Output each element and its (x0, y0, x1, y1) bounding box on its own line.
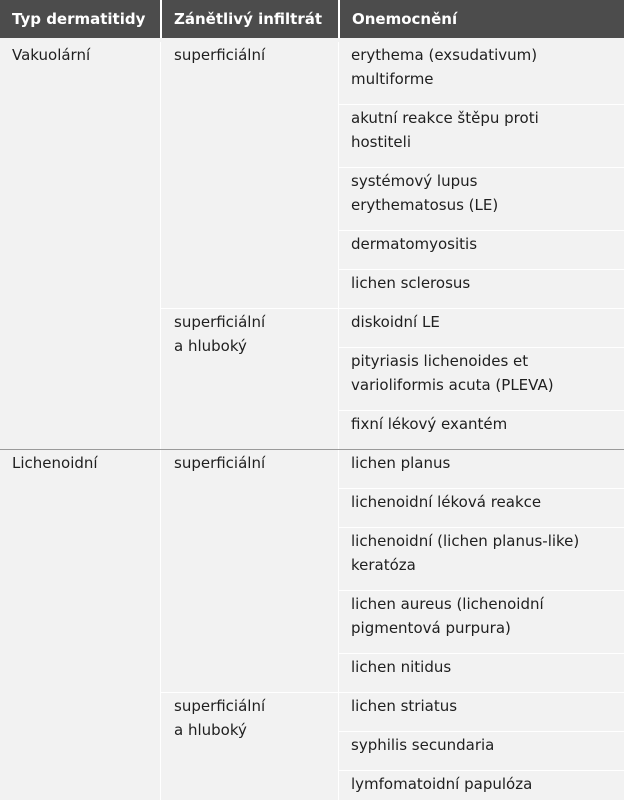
disease-name: multiforme (351, 70, 434, 88)
disease-name: pityriasis lichenoides et (351, 352, 529, 370)
row-divider (338, 731, 624, 732)
row-divider (338, 104, 624, 105)
infiltrate-label: superficiální (174, 313, 266, 331)
header-infiltrate: Zánětlivý infiltrát (174, 10, 323, 28)
infiltrate-label: a hluboký (174, 337, 247, 355)
infiltrate-label: superficiální (174, 697, 266, 715)
disease-name: lichenoidní (lichen planus-like) (351, 532, 580, 550)
disease-name: lymfomatoidní papulóza (351, 775, 533, 793)
row-divider (338, 653, 624, 654)
row-divider (338, 347, 624, 348)
disease-name: lichen nitidus (351, 658, 452, 676)
disease-name: lichen striatus (351, 697, 458, 715)
disease-name: erythematosus (LE) (351, 196, 499, 214)
row-divider (338, 527, 624, 528)
dermatitis-type: Lichenoidní (12, 454, 98, 472)
column-divider (160, 450, 161, 810)
row-divider (338, 770, 624, 771)
row-divider (338, 410, 624, 411)
disease-name: syphilis secundaria (351, 736, 495, 754)
header-type: Typ dermatitidy (12, 10, 146, 28)
infiltrate-label: superficiální (174, 454, 266, 472)
column-divider (338, 42, 339, 450)
disease-name: erythema (exsudativum) (351, 46, 538, 64)
disease-name: lichenoidní léková reakce (351, 493, 542, 511)
subgroup-divider (160, 692, 624, 693)
row-divider (338, 230, 624, 231)
disease-name: pigmentová purpura) (351, 619, 511, 637)
disease-name: akutní reakce štěpu proti (351, 109, 539, 127)
dermatitis-type: Vakuolární (12, 46, 91, 64)
column-divider (338, 450, 339, 810)
row-divider (338, 488, 624, 489)
disease-name: diskoidní LE (351, 313, 440, 331)
disease-name: systémový lupus (351, 172, 478, 190)
row-divider (338, 590, 624, 591)
subgroup-divider (160, 308, 624, 309)
disease-name: fixní lékový exantém (351, 415, 508, 433)
disease-name: lichen aureus (lichenoidní (351, 595, 544, 613)
row-divider (338, 167, 624, 168)
disease-name: lichen planus (351, 454, 451, 472)
column-divider (160, 42, 161, 450)
header-disease: Onemocnění (352, 10, 458, 28)
infiltrate-label: a hluboký (174, 721, 247, 739)
disease-name: keratóza (351, 556, 416, 574)
disease-name: lichen sclerosus (351, 274, 471, 292)
disease-name: hostiteli (351, 133, 411, 151)
infiltrate-label: superficiální (174, 46, 266, 64)
disease-name: dermatomyositis (351, 235, 478, 253)
row-divider (338, 269, 624, 270)
group-divider (0, 449, 624, 450)
disease-name: varioliformis acuta (PLEVA) (351, 376, 554, 394)
table-header (0, 0, 624, 38)
